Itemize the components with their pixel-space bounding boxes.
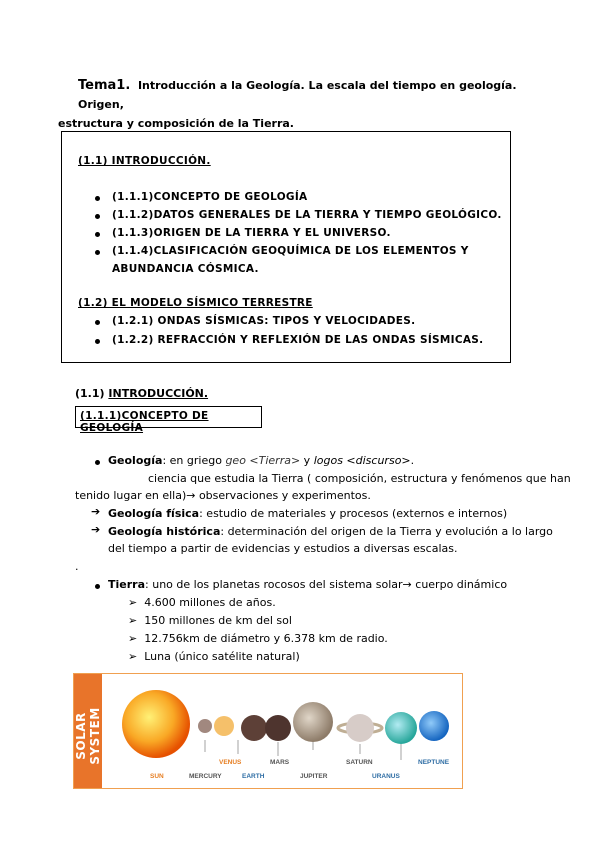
solar-band-text: SOLAR SYSTEM — [74, 707, 102, 765]
text: logos <discurso> — [313, 454, 411, 467]
text: : uno de los planetas rocosos del sistema solar→ cuerpo dinámico — [145, 578, 508, 591]
arrow-icon: ➔ — [91, 505, 101, 518]
label-jupiter: JUPITER — [300, 773, 328, 780]
label-sun: SUN — [150, 773, 164, 780]
neptune-icon — [419, 711, 449, 741]
geologia-line2: ciencia que estudia la Tierra ( composición, estructura y fenómenos que han — [148, 472, 571, 485]
title-label: Tema1. — [78, 78, 131, 93]
mercury-icon — [198, 719, 212, 733]
sun-icon — [122, 690, 190, 758]
text: : estudio de materiales y procesos (externos e internos) — [199, 507, 508, 520]
geologia-historica-2: del tiempo a partir de evidencias y estudios a diversas escalas. — [108, 542, 458, 555]
bullet — [95, 460, 100, 465]
text: : determinación del origen de la Tierra y evolución a lo largo — [220, 525, 553, 538]
text: geo <Tierra> — [225, 454, 301, 467]
arrow-icon: ➔ — [91, 523, 101, 536]
geologia-fisica — [108, 505, 507, 522]
geologia-term: Geología — [108, 454, 163, 467]
text: Luna (único satélite natural) — [144, 650, 300, 663]
title-text-2: estructura y composición de la Tierra. — [58, 117, 294, 130]
stray-dot: . — [75, 560, 79, 573]
toc-s2-heading: (1.2) EL MODELO SÍSMICO TERRESTRE — [78, 297, 313, 309]
text: : en griego — [162, 454, 226, 467]
tierra-definition — [108, 576, 507, 593]
solar-system-image — [73, 673, 463, 789]
label-mercury: MERCURY — [189, 773, 222, 780]
document-title — [58, 76, 538, 133]
toc-item: ABUNDANCIA CÓSMICA. — [112, 263, 259, 275]
planets-svg — [74, 674, 463, 789]
mars-icon — [265, 715, 291, 741]
toc-s1-heading: (1.1) INTRODUCCIÓN. — [78, 155, 211, 167]
bullet — [95, 214, 100, 219]
geologia-definition — [108, 452, 414, 469]
toc-item: (1.1.4)CLASIFICACIÓN GEOQUÍMICA DE LOS ELEMENTOS Y — [112, 245, 469, 257]
label-earth: EARTH — [242, 773, 265, 780]
section-heading — [75, 387, 208, 400]
term: Geología histórica — [108, 525, 221, 538]
text: 4.600 millones de años. — [144, 596, 276, 609]
bullet — [95, 232, 100, 237]
text: 12.756km de diámetro y 6.378 km de radio. — [144, 632, 388, 645]
earth-icon — [241, 715, 267, 741]
list-item: ➢ 150 millones de km del sol — [128, 614, 292, 627]
toc-item: (1.1.2)DATOS GENERALES DE LA TIERRA Y TIEMPO GEOLÓGICO. — [112, 209, 502, 221]
list-item: ➢ Luna (único satélite natural) — [128, 650, 300, 663]
text: . — [410, 454, 415, 467]
label-uranus: URANUS — [372, 773, 400, 780]
term: Geología física — [108, 507, 200, 520]
text: y — [300, 454, 314, 467]
bullet — [95, 196, 100, 201]
list-item: ➢ 12.756km de diámetro y 6.378 km de radio. — [128, 632, 388, 645]
saturn-icon — [338, 714, 382, 742]
bullet — [95, 339, 100, 344]
subsection-heading: (1.1.1)CONCEPTO DE GEOLOGÍA — [75, 406, 262, 428]
text: 150 millones de km del sol — [144, 614, 292, 627]
label-mars: MARS — [270, 759, 290, 766]
venus-icon — [214, 716, 234, 736]
section-number: (1.1) — [75, 387, 105, 400]
label-neptune: NEPTUNE — [418, 759, 450, 766]
toc-item: (1.1.3)ORIGEN DE LA TIERRA Y EL UNIVERSO. — [112, 227, 391, 239]
tierra-term: Tierra — [108, 578, 146, 591]
list-item: ➢ 4.600 millones de años. — [128, 596, 276, 609]
section-title: INTRODUCCIÓN. — [108, 387, 209, 400]
title-text: Introducción a la Geología. La escala del tiempo en geología. Origen, — [78, 79, 517, 111]
toc-item: (1.2.2) REFRACCIÓN Y REFLEXIÓN DE LAS ONDAS SÍSMICAS. — [112, 334, 484, 346]
toc-item: (1.2.1) ONDAS SÍSMICAS: TIPOS Y VELOCIDADES. — [112, 315, 416, 327]
geologia-line3: tenido lugar en ella)→ observaciones y experimentos. — [75, 489, 371, 502]
jupiter-icon — [293, 702, 333, 742]
bullet — [95, 250, 100, 255]
uranus-icon — [385, 712, 417, 744]
bullet — [95, 584, 100, 589]
label-venus: VENUS — [219, 759, 242, 766]
toc-item: (1.1.1)CONCEPTO DE GEOLOGÍA — [112, 191, 308, 203]
bullet — [95, 320, 100, 325]
geologia-historica — [108, 523, 553, 540]
label-saturn: SATURN — [346, 759, 373, 766]
